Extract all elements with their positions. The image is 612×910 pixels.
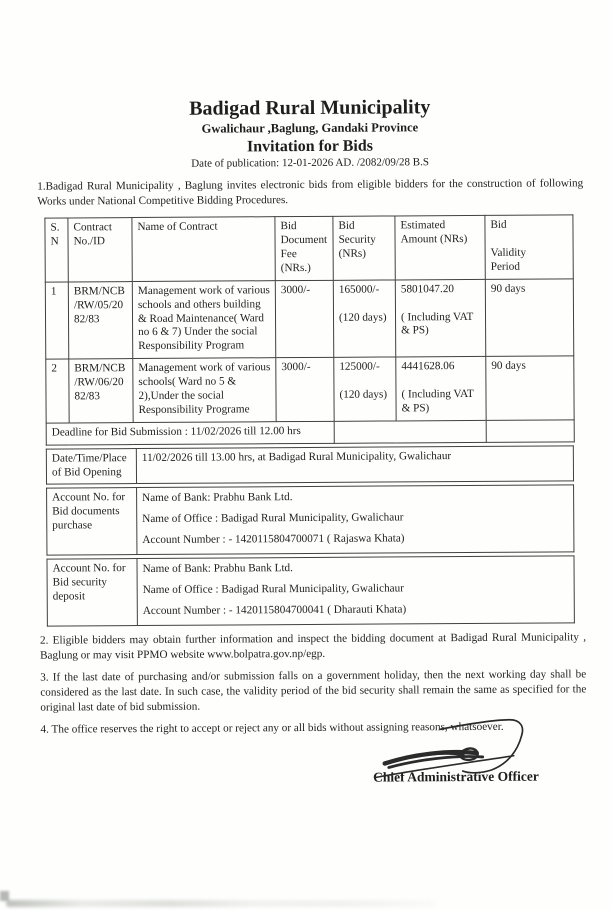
cell-estimated-amount: 5801047.20 ( Including VAT & PS) <box>395 279 485 357</box>
document-header <box>37 95 583 171</box>
deadline-text: Deadline for Bid Submission : 11/02/2026 till 12.00 hrs <box>46 421 334 445</box>
note-2: 2. Eligible bidders may obtain further information and inspect the bidding document at Badigad Rural Municipality , Baglung or may visit PPMO website www.bolpatra.gov.np/egp. <box>39 631 587 662</box>
cell-contract-id: BRM/NCB /RW/05/20 82/83 <box>68 281 132 359</box>
cell-contract-name: Management work of various schools and others building & Road Maintenance( Ward no 6 & 7) Under the social Responsibility Program <box>132 280 275 358</box>
col-header-sn: S. N <box>45 218 68 282</box>
bid-opening-value: 11/02/2026 till 13.00 hrs, at Badigad Rural Municipality, Gwalichaur <box>136 446 573 484</box>
cell-doc-fee: 3000/- <box>275 280 333 358</box>
account-purchase-details <box>137 485 574 554</box>
deadline-row <box>46 420 574 445</box>
scan-artifact-tick <box>0 891 9 901</box>
deadline-empty-cell <box>334 420 486 443</box>
cell-contract-name: Management work of various schools( Ward no 5 & 2),Under the social Responsibility Programe <box>133 358 276 422</box>
note-4-text: 4. The office reserves the right to accept or reject any or all bids without assigning reasons, <box>40 720 451 736</box>
municipality-title: Badigad Rural Municipality <box>189 96 431 120</box>
account-deposit-table <box>46 555 574 626</box>
cell-bid-validity: 90 days <box>485 279 573 357</box>
bank-name: Name of Bank: Prabhu Bank Ltd. <box>142 562 293 576</box>
account-deposit-row <box>47 556 574 626</box>
table-row-contract-2 <box>46 356 574 423</box>
scan-artifact <box>6 900 436 907</box>
note-3: 3. If the last date of purchasing and/or submission falls on a government holiday, then the next working day shall be considered as the last date. In such case, the validity period of the bid security shall remain the same as specified for the original last date of bid submission. <box>40 668 587 714</box>
cell-bid-security: 165000/- (120 days) <box>333 280 395 358</box>
bid-opening-row <box>46 446 573 485</box>
address-line: Gwalichaur ,Baglung, Gandaki Province <box>201 120 419 136</box>
account-deposit-details <box>137 556 574 625</box>
account-purchase-label: Account No. for Bid documents purchase <box>47 488 137 555</box>
col-header-contract-id: Contract No./ID <box>68 218 132 282</box>
deadline-empty-cell <box>486 420 574 442</box>
cell-estimated-amount: 4441628.06 ( Including VAT & PS) <box>396 357 486 421</box>
bids-table <box>44 215 574 446</box>
cell-sn: 1 <box>45 282 68 360</box>
account-number: Account Number : - 1420115804700071 ( Rajaswa Khata) <box>142 532 405 547</box>
bid-opening-label: Date/Time/Place of Bid Opening <box>46 448 136 484</box>
office-name: Name of Office : Badigad Rural Municipality, Gwalichaur <box>142 511 404 526</box>
bid-opening-table <box>46 445 574 485</box>
col-header-estimated-amount: Estimated Amount (NRs) <box>395 216 485 280</box>
publication-date: Date of publication: 12-01-2026 AD. /2082/09/28 B.S <box>191 156 429 171</box>
cell-sn: 2 <box>46 359 69 423</box>
col-header-contract-name: Name of Contract <box>132 217 275 281</box>
invitation-heading: Invitation for Bids <box>246 137 373 156</box>
cell-doc-fee: 3000/- <box>276 358 334 422</box>
col-header-bid-validity: Bid Validity Period <box>485 215 573 279</box>
intro-paragraph: 1.Badigad Rural Municipality , Baglung invites electronic bids from eligible bidders for the construction of following Works under National Competitive Bidding Procedures. <box>37 177 584 208</box>
officer-title: Chief Administrative Officer <box>373 768 539 785</box>
account-purchase-table <box>46 485 574 556</box>
bank-name: Name of Bank: Prabhu Bank Ltd. <box>142 491 293 505</box>
account-number: Account Number : - 1420115804700041 ( Dharauti Khata) <box>142 603 407 617</box>
bids-table-header-row <box>45 215 573 282</box>
circled-word: whatsoever. <box>450 720 503 735</box>
col-header-bid-security: Bid Security (NRs) <box>333 216 395 280</box>
cell-bid-security: 125000/- (120 days) <box>334 357 396 421</box>
table-row-contract-1 <box>45 279 573 360</box>
note-4 <box>40 719 586 737</box>
office-name: Name of Office : Badigad Rural Municipality, Gwalichaur <box>142 582 404 596</box>
account-deposit-label: Account No. for Bid security deposit <box>47 559 137 626</box>
account-purchase-row <box>47 485 574 555</box>
cell-bid-validity: 90 days <box>486 356 574 420</box>
col-header-doc-fee: Bid Document Fee (NRs.) <box>275 217 333 281</box>
cell-contract-id: BRM/NCB /RW/06/20 82/83 <box>69 359 133 423</box>
